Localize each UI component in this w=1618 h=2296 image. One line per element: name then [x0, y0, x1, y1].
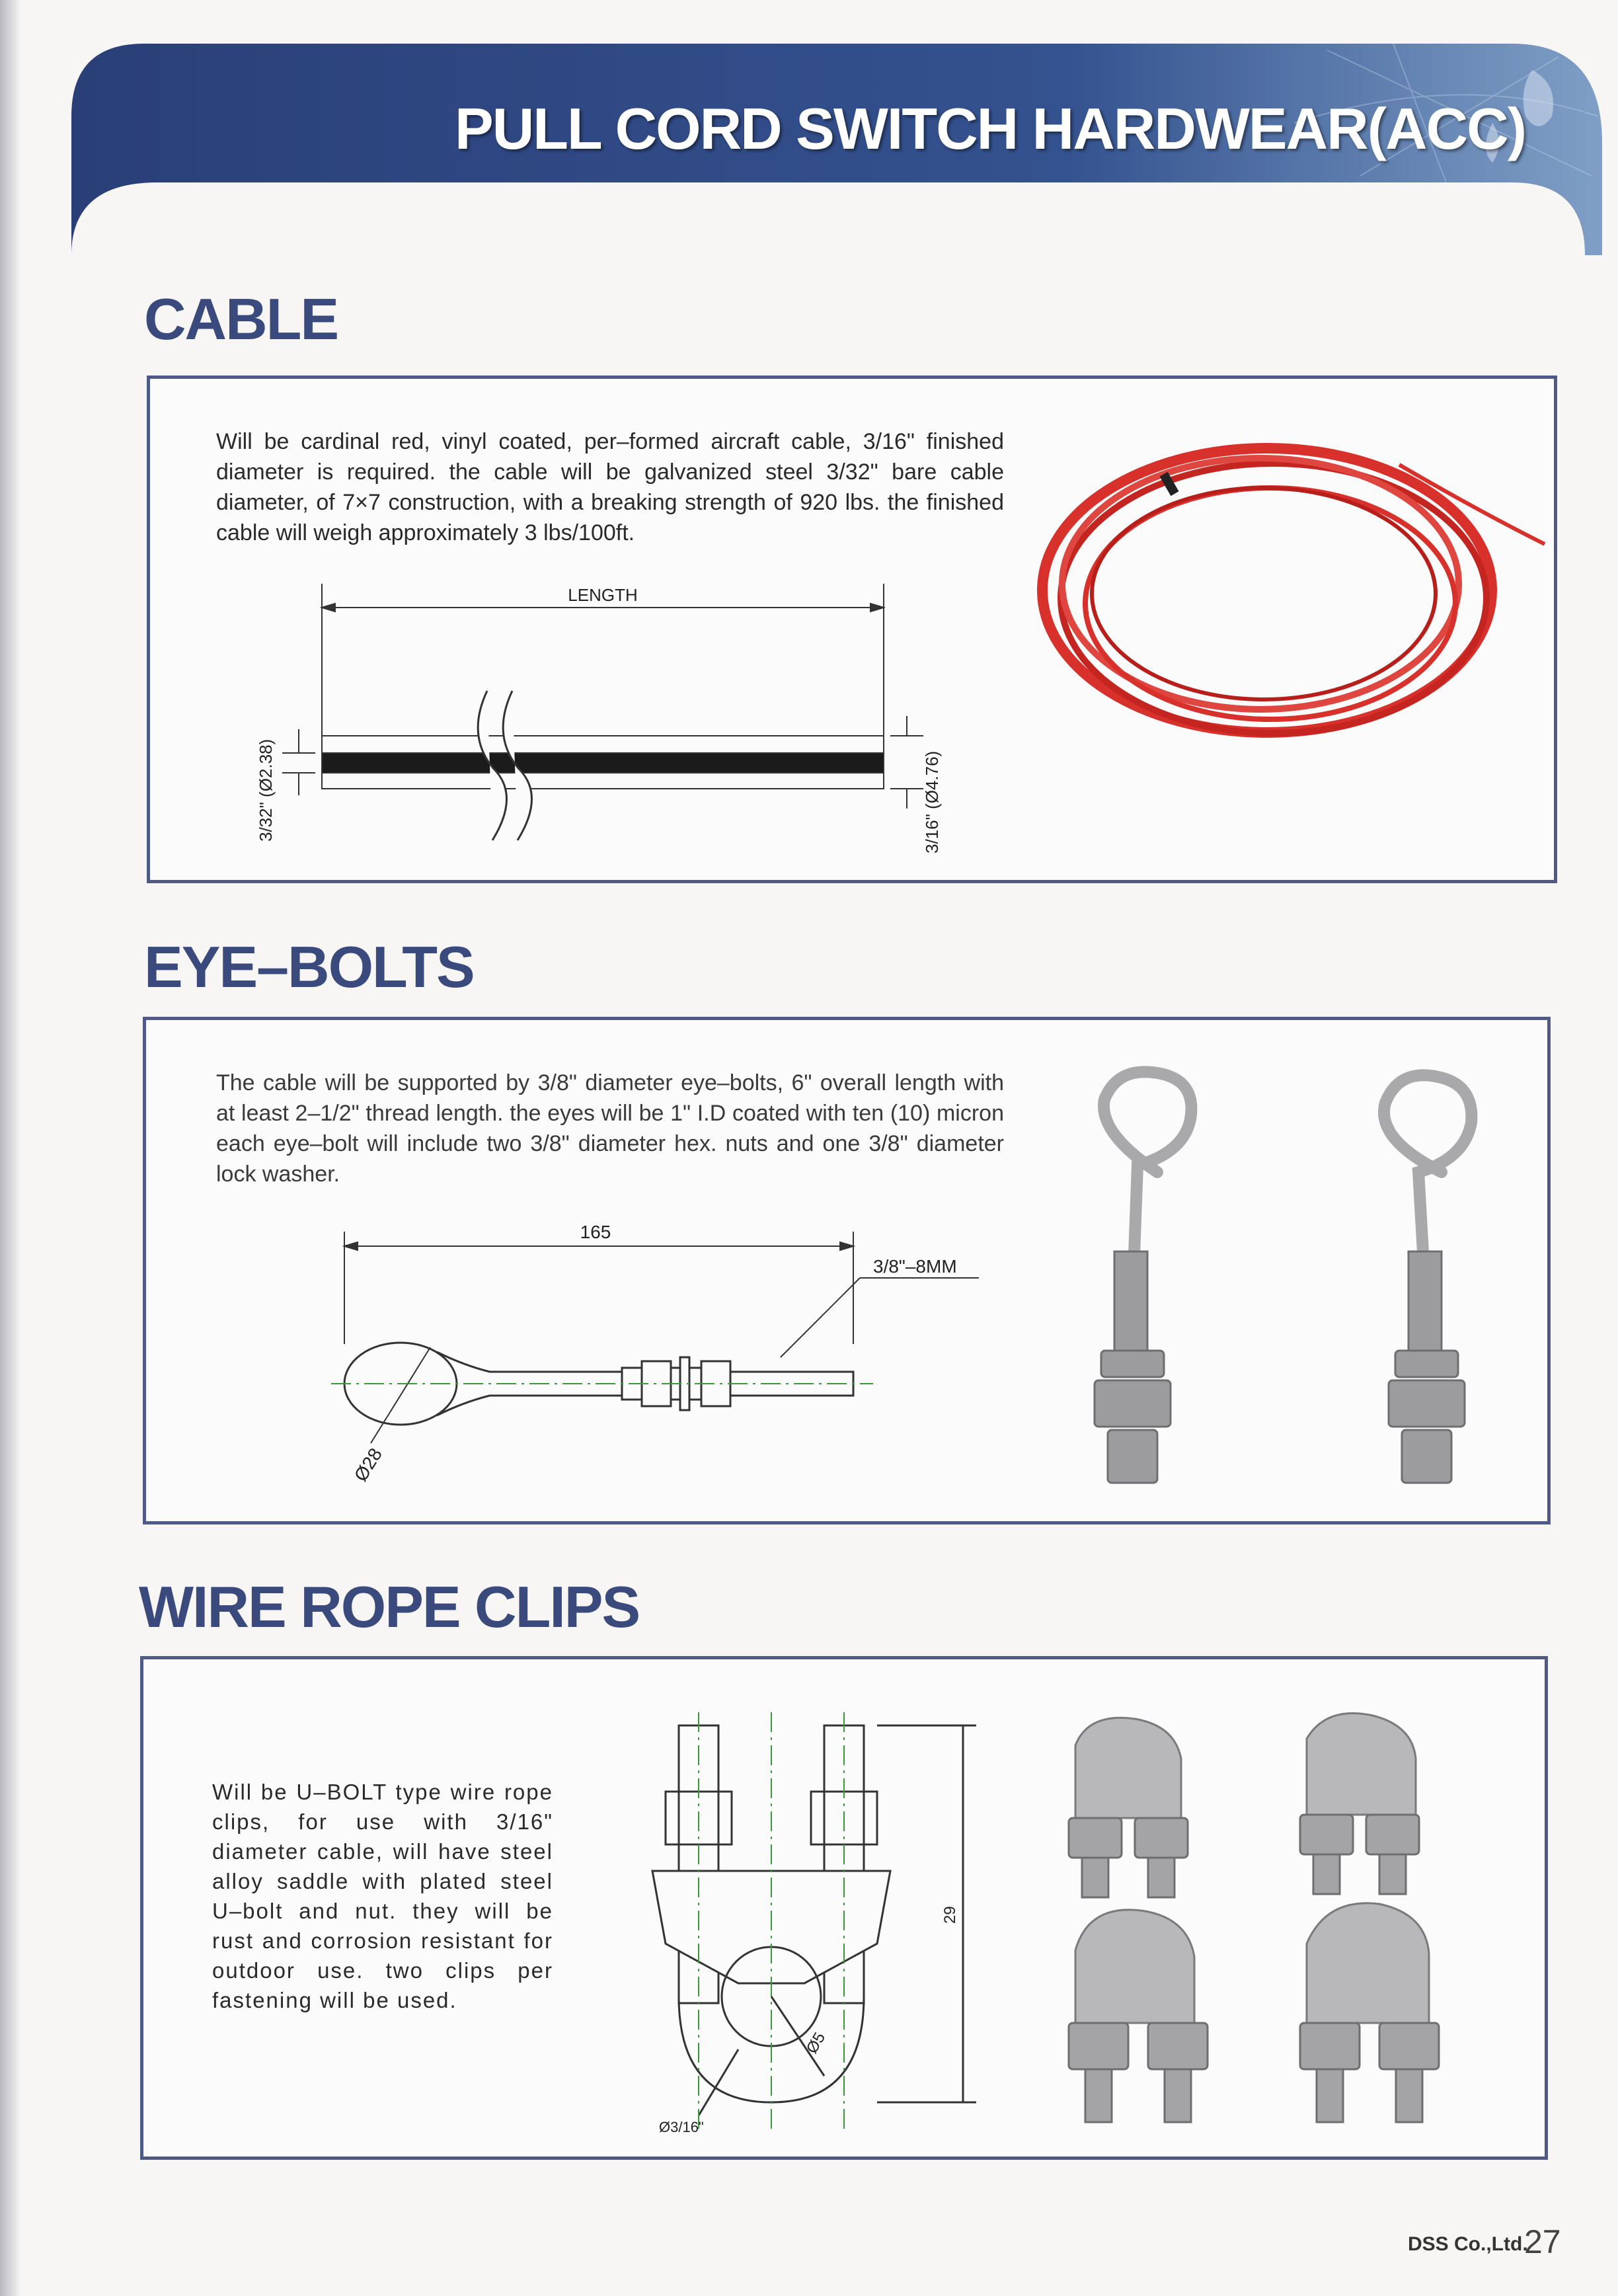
- footer-company: DSS Co.,Ltd.: [1408, 2233, 1528, 2255]
- wire-rope-clip-drawing: [606, 1706, 1108, 2142]
- page-title: PULL CORD SWITCH HARDWEAR(ACC): [455, 96, 1525, 161]
- clip-inner-label: Ø5: [802, 2029, 829, 2057]
- eye-bolts-description: The cable will be supported by 3/8" diameter eye–bolts, 6" overall length with at least 2–1/2" thread length. the eyes will be 1" I.D coated with ten (10) micron each eye–bolt will include two 3/8" diameter hex. nuts and one 3/8" diameter lock washer.: [216, 1070, 1004, 1187]
- page-number: 27: [1524, 2223, 1561, 2260]
- wire-rope-clips-photo: [1049, 1706, 1525, 2149]
- cable-drawing: [216, 577, 943, 868]
- page-spine: [0, 0, 20, 2296]
- clip-cable-label: Ø3/16": [659, 2119, 704, 2135]
- cable-finished-diameter-label: 3/16" (Ø4.76): [922, 750, 942, 853]
- cable-length-label: LENGTH: [568, 585, 638, 605]
- eye-bolt-thread-label: 3/8"–8MM: [873, 1256, 957, 1277]
- eye-bolts-panel: [143, 1017, 1551, 1524]
- wire-rope-clips-panel: [140, 1656, 1548, 2160]
- eye-bolt-drawing: [212, 1212, 1005, 1523]
- cable-description: Will be cardinal red, vinyl coated, per–formed aircraft cable, 3/16" finished diameter is required. the cable will be galvanized steel 3/32" bare cable diameter, of 7×7 construction, with a breaking strength of 920 lbs. the finished cable will weigh approximately 3 lbs/100ft.: [216, 429, 1004, 545]
- section-title-wire-rope-clips: WIRE ROPE CLIPS: [139, 1574, 640, 1640]
- clip-height-label: 29: [941, 1906, 959, 1924]
- header-banner: [71, 44, 1602, 255]
- section-title-cable: CABLE: [144, 286, 338, 352]
- cable-bare-diameter-label: 3/32" (Ø2.38): [256, 738, 276, 842]
- cable-coil-photo: [1029, 425, 1551, 795]
- section-title-eye-bolts: EYE–BOLTS: [144, 934, 474, 1000]
- cable-panel: [147, 376, 1557, 883]
- eye-bolts-photo: [1058, 1053, 1521, 1503]
- wire-rope-clips-description: Will be U–BOLT type wire rope clips, for use with 3/16" diameter cable, will have steel alloy saddle with plated steel U–bolt and nut. they will be rust and corrosion resistant for outdoor use. two clips per fastening will be used.: [212, 1780, 553, 2012]
- eye-bolt-length-label: 165: [580, 1222, 611, 1242]
- eye-bolt-eye-label: Ø28: [350, 1444, 387, 1485]
